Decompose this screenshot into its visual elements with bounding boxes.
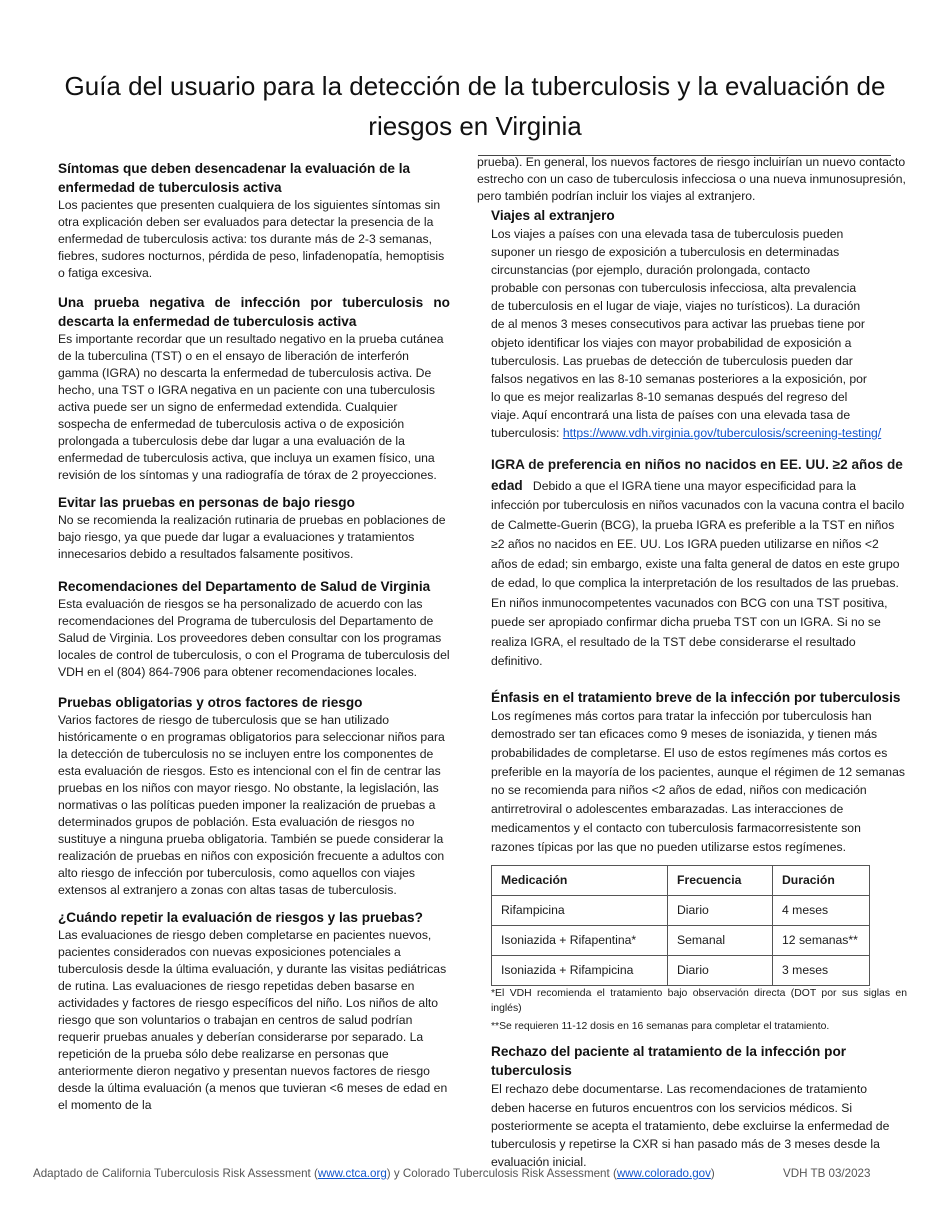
text-line: de al menos 3 meses consecutivos para activar las pruebas tiene por	[491, 317, 865, 332]
section-low-risk	[58, 493, 450, 563]
text-line: de tuberculosis en el lugar de viaje, viajes no turísticos). La duración	[491, 299, 861, 314]
section-heading: Síntomas que deben desencadenar la evaluación de la enfermedad de tuberculosis activa	[58, 161, 411, 195]
table-row	[492, 926, 870, 956]
footer-text: )	[710, 1167, 715, 1180]
section-heading: Recomendaciones del Departamento de Salud de Virginia	[58, 579, 431, 594]
document-version: VDH TB 03/2023	[783, 1167, 871, 1180]
section-heading: ¿Cuándo repetir la evaluación de riesgos y las pruebas?	[58, 910, 423, 925]
section-body: Debido a que el IGRA tiene una mayor especificidad para la infección por tuberculosis en niños vacunados con la vacuna contra el bacilo de Calmette-Guerin (BCG), la prueba IGRA es preferible a la TST en niños ≥2 años no nacidos en EE. UU. Los IGRA pueden utilizarse en niños <2 años de edad; sin embargo, existe una falta general de datos en este grupo de edad, lo que complica la interpretación de los resultados de las pruebas. En niños inmunocompetentes vacunados con BCG con una TST positiva, puede ser apropiado confirmar dicha prueba TST con un IGRA. Si no se realiza IGRA, el resultado de la TST debe considerarse el resultado definitivo.	[491, 478, 905, 669]
colorado-link[interactable]: www.colorado.gov	[616, 1167, 711, 1180]
section-heading: Pruebas obligatorias y otros factores de riesgo	[58, 695, 363, 710]
section-heading: Rechazo del paciente al tratamiento de la infección por tuberculosis	[491, 1044, 847, 1079]
page-footer	[33, 1167, 871, 1180]
table-row	[492, 896, 870, 926]
table-cell: Diario	[668, 896, 773, 926]
table-cell: Rifampicina	[492, 896, 668, 926]
table-cell: Isoniazida + Rifapentina*	[492, 926, 668, 956]
section-body: El rechazo debe documentarse. Las recomendaciones de tratamiento deben hacerse en futuros encuentros con los servicios médicos. Si posteriormente se acepta el tratamiento, debe excluirse la enfermedad de tuberculosis y repetirse la CXR si han pasado más de 3 meses desde la evaluación inicial.	[491, 1082, 890, 1170]
column-header: Duración	[773, 866, 870, 896]
continued-text: prueba). En general, los nuevos factores de riesgo incluirían un nuevo contacto estrecho con un caso de tuberculosis infecciosa o una nueva inmunosupresión, pero también podrían incluir los viajes al extranjero.	[477, 155, 906, 203]
section-short-treatment	[477, 688, 907, 857]
table-footnote: *El VDH recomienda el tratamiento bajo observación directa (DOT por sus siglas en inglés)	[491, 988, 907, 1015]
section-body: Los regímenes más cortos para tratar la infección por tuberculosis han demostrado ser tan eficaces como 9 meses de isoniazida, y tienen más probabilidades de completarse. El uso de estos regímenes más cortos es preferible en la mayoría de los pacientes, aunque el régimen de 12 semanas no se recomienda para niños <2 años de edad, niños con medicación antirretroviral o adolescentes embarazadas. Las interacciones de medicamentos y el contacto con tuberculosis farmacorresistente son razones típicas por las que no pueden utilizarse estos regímenes.	[491, 708, 905, 854]
section-heading: IGRA de preferencia en niños no nacidos en EE. UU. ≥2 años de edad	[491, 457, 903, 493]
text-line: lo que es mejor realizarlas 8-10 semanas después del regreso del	[491, 389, 848, 404]
treatment-table	[491, 865, 870, 986]
page-title: Guía del usuario para la detección de la tuberculosis y la evaluación de riesgos en Virginia	[64, 71, 886, 141]
section-igra	[477, 455, 907, 672]
table-cell: 12 semanas**	[773, 926, 870, 956]
section-travel	[477, 206, 907, 442]
section-symptoms	[58, 159, 450, 282]
ctca-link[interactable]: www.ctca.org	[317, 1167, 387, 1180]
section-refusal	[477, 1042, 907, 1171]
screening-testing-link[interactable]: https://www.vdh.virginia.gov/tuberculosis/screening-testing/	[562, 426, 882, 441]
section-body: Esta evaluación de riesgos se ha personalizado de acuerdo con las recomendaciones del Programa de tuberculosis del Departamento de Salud de Virginia. Los proveedores deben consultar con los programas locales de control de tuberculosis, o con el Programa de tuberculosis del VDH en el (804) 864-7906 para obtener recomendaciones locales.	[58, 597, 450, 679]
section-negative-test	[58, 293, 450, 484]
left-column	[58, 159, 450, 1123]
section-mandatory-tests	[58, 693, 450, 899]
table-cell: 3 meses	[773, 956, 870, 986]
text-line: Los viajes a países con una elevada tasa de tuberculosis pueden	[491, 227, 844, 241]
right-column	[477, 154, 907, 1172]
section-repeat-evaluation	[58, 908, 450, 1114]
text-line: suponer un riesgo de exposición a tuberculosis en determinadas	[491, 245, 840, 260]
link-prefix: tuberculosis:	[491, 426, 563, 441]
table-cell: Isoniazida + Rifampicina	[492, 956, 668, 986]
section-heading: Evitar las pruebas en personas de bajo riesgo	[58, 495, 355, 510]
section-vdh-recommendations	[58, 577, 450, 681]
section-body: Los pacientes que presenten cualquiera de los siguientes síntomas sin otra explicación deben ser evaluados para detectar la presencia de la enfermedad de tuberculosis activa: tos durante más de 2-3 semanas, fiebres, sudores nocturnos, pérdida de peso, linfadenopatía, hemoptisis o fatiga excesiva.	[58, 198, 445, 280]
text-line: circunstancias (por ejemplo, duración prolongada, contacto	[491, 263, 811, 278]
section-body: No se recomienda la realización rutinaria de pruebas en poblaciones de bajo riesgo, ya que puede dar lugar a evaluaciones y tratamientos innecesarios debido a resultados falsamente positivos.	[58, 513, 446, 561]
text-line: objeto identificar los viajes con mayor probabilidad de exposición a	[491, 335, 852, 350]
column-header: Medicación	[492, 866, 668, 896]
section-body: Las evaluaciones de riesgo deben completarse en pacientes nuevos, pacientes considerados con nuevas exposiciones potenciales a tuberculosis desde la última evaluación, y durante las visitas pediátricas de rutina. Las evaluaciones de riesgo repetidas deben basarse en actividades y factores de riesgo específicos del niño. Los niños de alto riesgo que son voluntarios o trabajan en centros de salud podrían requerir pruebas anuales y deberían considerarse por separado. La repetición de la prueba sólo debe realizarse en personas que anteriormente dieron negativo y presentan nuevos factores de riesgo desde la última evaluación (a menos que tuvieran <6 meses de edad en el momento de la	[58, 928, 448, 1112]
footer-text: ) y Colorado Tuberculosis Risk Assessment (	[386, 1167, 617, 1180]
table-cell: 4 meses	[773, 896, 870, 926]
section-heading: Viajes al extranjero	[491, 208, 615, 223]
column-header: Frecuencia	[668, 866, 773, 896]
table-cell: Diario	[668, 956, 773, 986]
text-line: tuberculosis. Las pruebas de detección de tuberculosis pueden dar	[491, 353, 853, 368]
footer-text: Adaptado de California Tuberculosis Risk Assessment (	[33, 1167, 318, 1180]
table-footnote: **Se requieren 11-12 dosis en 16 semanas para completar el tratamiento.	[491, 1021, 830, 1033]
section-body: Varios factores de riesgo de tuberculosis que se han utilizado históricamente o en programas obligatorios para seleccionar niños para la detección de tuberculosis no se incluyen entre los componentes de esta evaluación de riesgos. Esto es intencional con el fin de centrar las pruebas en los niños con mayor riesgo. No obstante, la legislación, las normativas o las políticas pueden imponer la realización de pruebas a determinados grupos de población. Esta evaluación de riesgos no sustituye a ninguna prueba obligatoria. También se puede considerar la realización de pruebas en niños con exposición frecuente a adultos con alto riesgo de infección por tuberculosis, como aquellos con viajes extensos al extranjero a zonas con altas tasas de tuberculosis.	[58, 713, 445, 897]
table-header-row	[492, 866, 870, 896]
text-line: falsos negativos en las 8-10 semanas posteriores a la exposición, por	[491, 371, 867, 386]
text-line	[491, 424, 907, 442]
table-row	[492, 956, 870, 986]
section-heading: Énfasis en el tratamiento breve de la infección por tuberculosis	[491, 689, 901, 705]
section-heading: Una prueba negativa de infección por tuberculosis no descarta la enfermedad de tuberculosis activa	[58, 295, 450, 329]
section-body: Es importante recordar que un resultado negativo en la prueba cutánea de la tuberculina (TST) o en el ensayo de liberación de interferón gamma (IGRA) no descarta la enfermedad de tuberculosis activa. De hecho, una TST o IGRA negativa en un paciente con una tuberculosis activa puede ser un signo de enfermedad extendida. Cualquier sospecha de enfermedad de tuberculosis activa o de exposición prolongada a tuberculosis debe dar lugar a una evaluación de la enfermedad de tuberculosis activa, que incluya un examen físico, una revisión de los síntomas y una radiografía de tórax de 2 proyecciones.	[58, 332, 444, 482]
table-cell: Semanal	[668, 926, 773, 956]
text-line: viaje. Aquí encontrará una lista de países con una elevada tasa de	[491, 407, 851, 422]
text-line: probable con personas con tuberculosis infecciosa, alta prevalencia	[491, 281, 857, 296]
